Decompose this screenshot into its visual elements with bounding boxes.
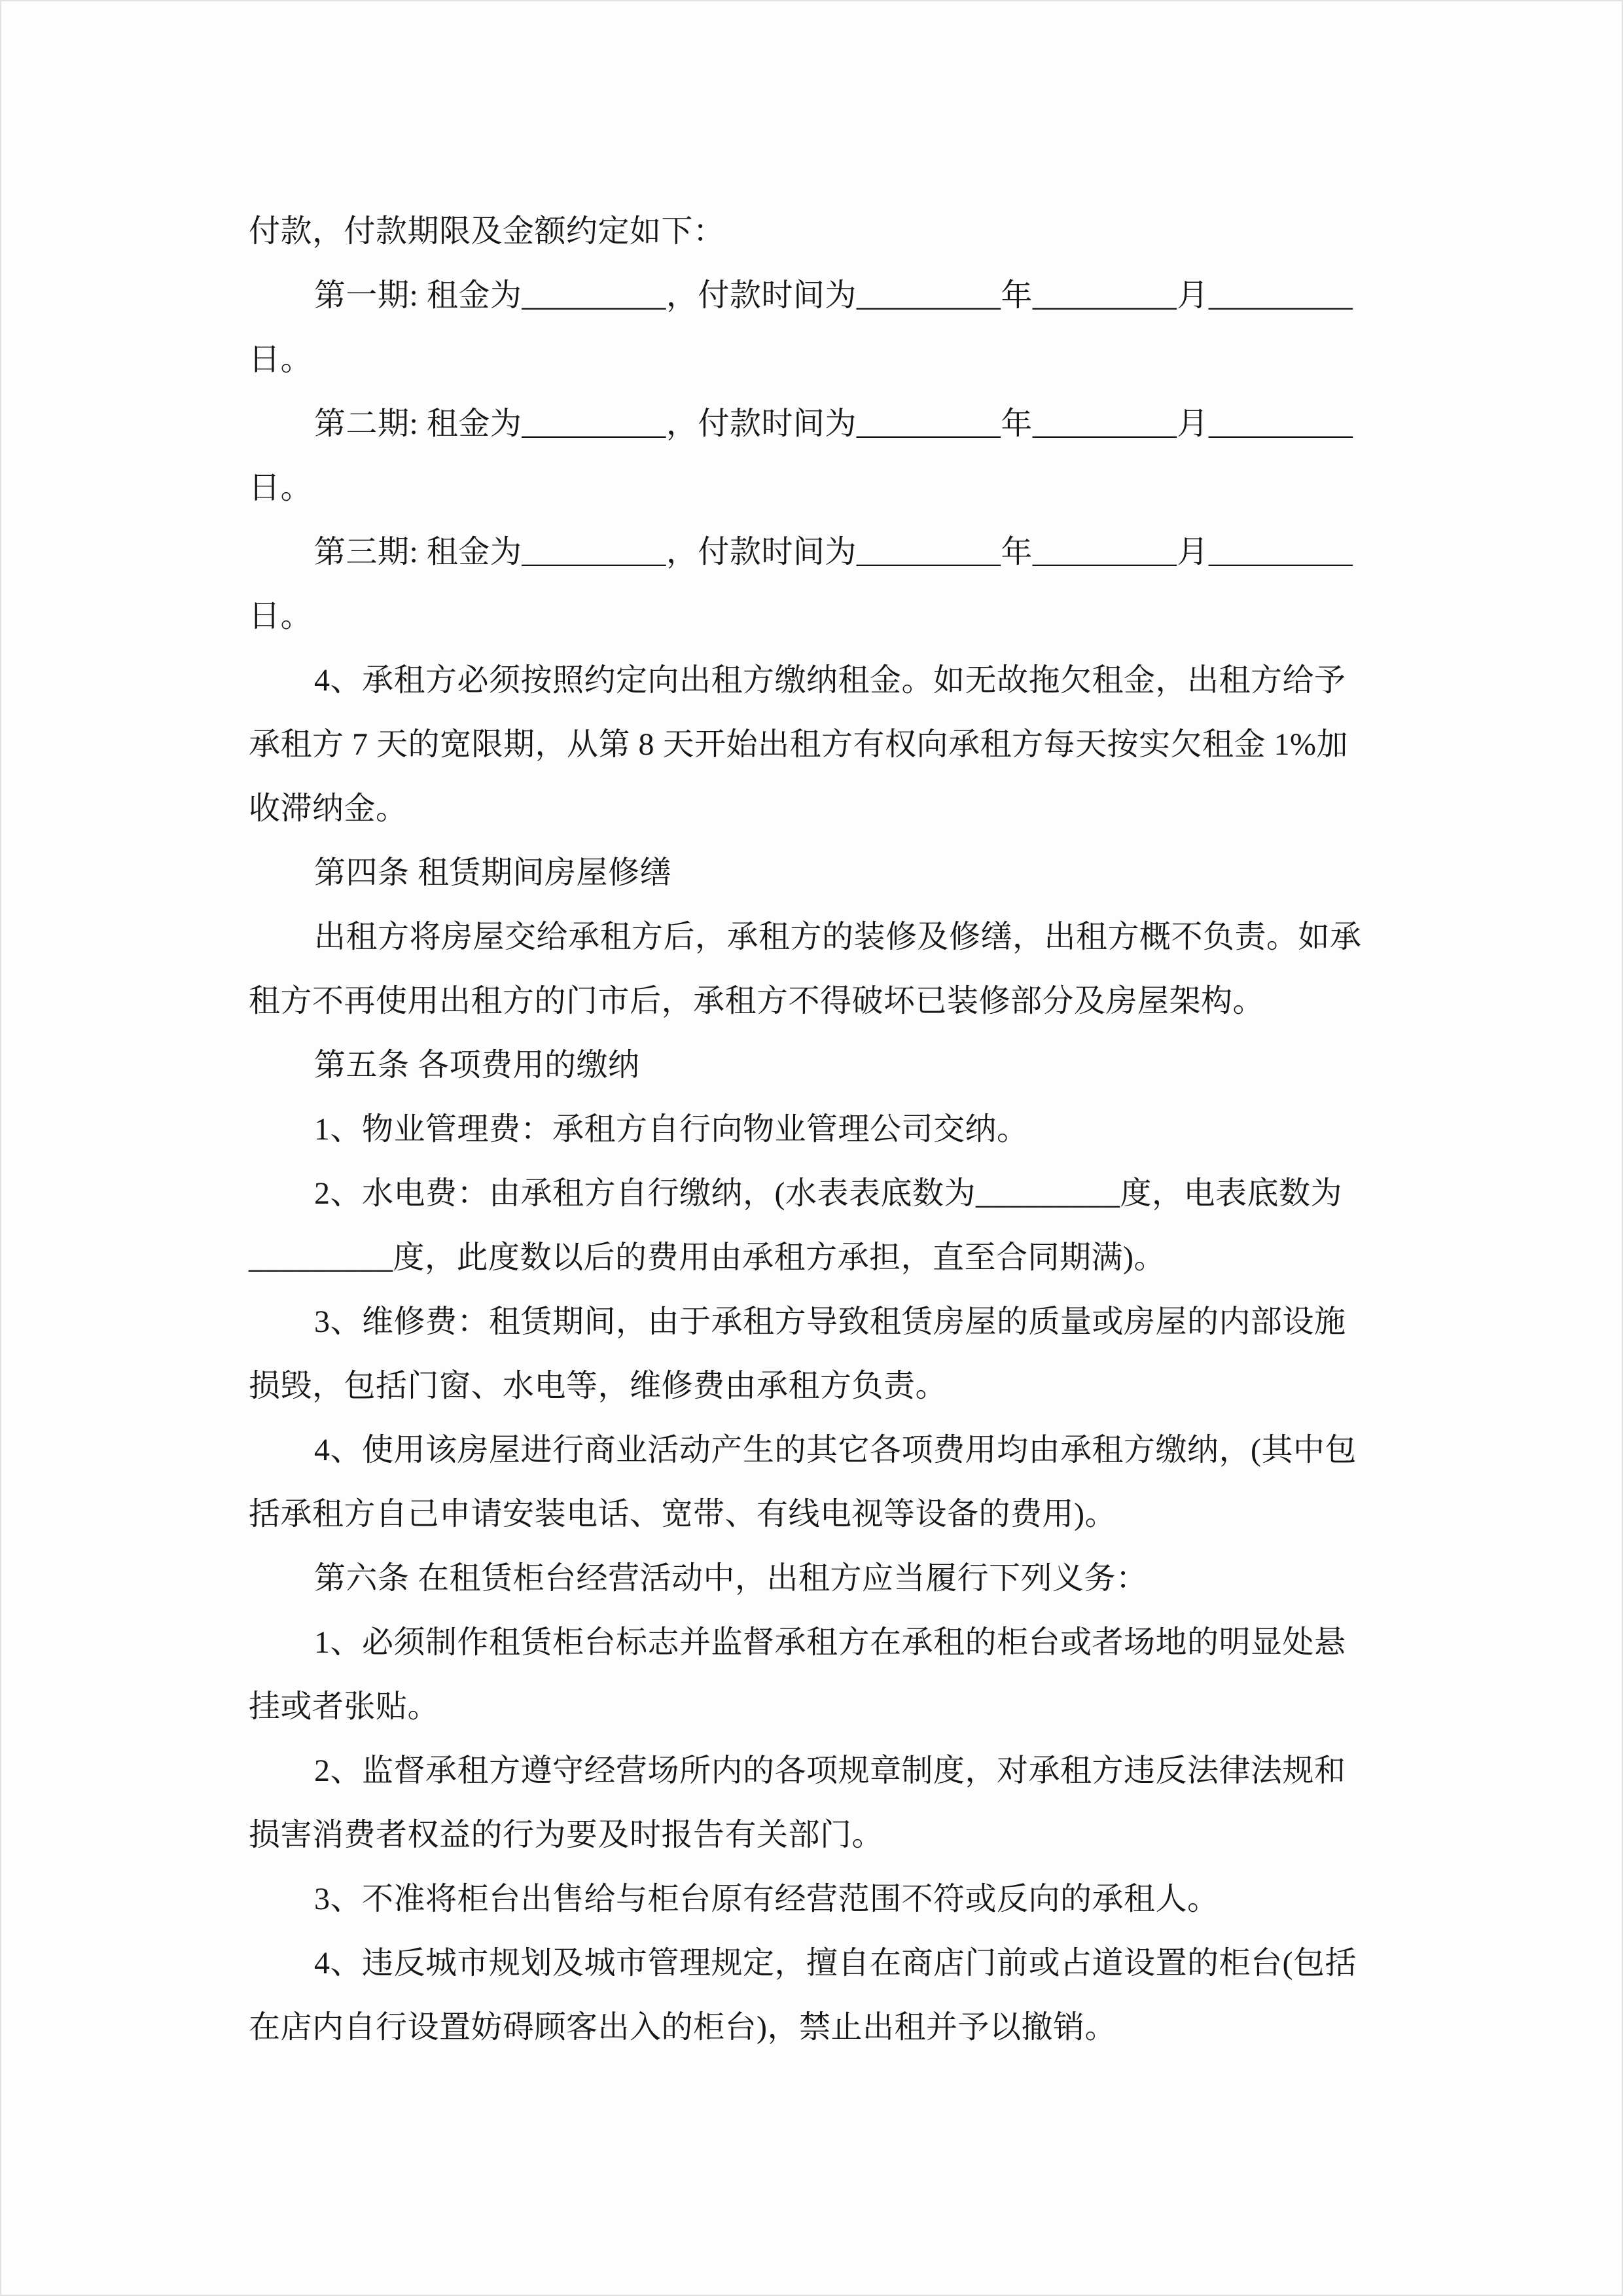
document-line: 3、不准将柜台出售给与柜台原有经营范围不符或反向的承租人。 — [314, 1882, 1219, 1916]
document-line: 1、物业管理费：承租方自行向物业管理公司交纳。 — [314, 1112, 1029, 1147]
document-line: 第六条 在租赁柜台经营活动中，出租方应当履行下列义务： — [314, 1561, 1148, 1596]
document-line: 第三期: 租金为_________，付款时间为_________年_________月_________ — [314, 535, 1353, 569]
document-line: 第五条 各项费用的缴纳 — [314, 1048, 640, 1083]
document-line: 2、水电费：由承租方自行缴纳，(水表表底数为_________度，电表底数为 — [314, 1176, 1342, 1211]
document-line: 承租方 7 天的宽限期，从第 8 天开始出租方有权向承租方每天按实欠租金 1%加 — [249, 727, 1348, 762]
document-line: 2、监督承租方遵守经营场所内的各项规章制度，对承租方违反法律法规和 — [314, 1753, 1346, 1788]
document-line: 出租方将房屋交给承租方后，承租方的装修及修缮，出租方概不负责。如承 — [314, 920, 1362, 954]
document-line: 第一期: 租金为_________，付款时间为_________年_________月_________ — [314, 278, 1353, 313]
document-line: _________度，此度数以后的费用由承租方承担，直至合同期满)。 — [249, 1240, 1166, 1275]
document-line: 4、违反城市规划及城市管理规定，擅自在商店门前或占道设置的柜台(包括 — [314, 1946, 1357, 1981]
document-line: 挂或者张贴。 — [249, 1689, 440, 1724]
document-line: 付款，付款期限及金额约定如下： — [249, 214, 725, 249]
document-line: 括承租方自己申请安装电话、宽带、有线电视等设备的费用)。 — [249, 1497, 1116, 1532]
document-line: 收滞纳金。 — [249, 791, 408, 826]
document-line: 租方不再使用出租方的门市后，承租方不得破坏已装修部分及房屋架构。 — [249, 984, 1265, 1018]
document-line: 4、使用该房屋进行商业活动产生的其它各项费用均由承租方缴纳，(其中包 — [314, 1433, 1357, 1467]
document-line: 4、承租方必须按照约定向出租方缴纳租金。如无故拖欠租金，出租方给予 — [314, 663, 1346, 698]
document-line: 日。 — [249, 599, 313, 634]
document-line: 损毁，包括门窗、水电等，维修费由承租方负责。 — [249, 1369, 948, 1403]
document-line: 1、必须制作租赁柜台标志并监督承租方在承租的柜台或者场地的明显处悬 — [314, 1625, 1346, 1660]
document-line: 日。 — [249, 471, 313, 505]
document-body — [249, 200, 1427, 2060]
document-line: 3、维修费：租赁期间，由于承租方导致租赁房屋的质量或房屋的内部设施 — [314, 1304, 1346, 1339]
document-line: 日。 — [249, 342, 313, 377]
document-line: 第四条 租赁期间房屋修缮 — [314, 855, 672, 890]
document-line: 损害消费者权益的行为要及时报告有关部门。 — [249, 1818, 884, 1852]
document-line: 第二期: 租金为_________，付款时间为_________年_________月_________ — [314, 406, 1353, 441]
document-line: 在店内自行设置妨碍顾客出入的柜台)，禁止出租并予以撤销。 — [249, 2010, 1116, 2045]
